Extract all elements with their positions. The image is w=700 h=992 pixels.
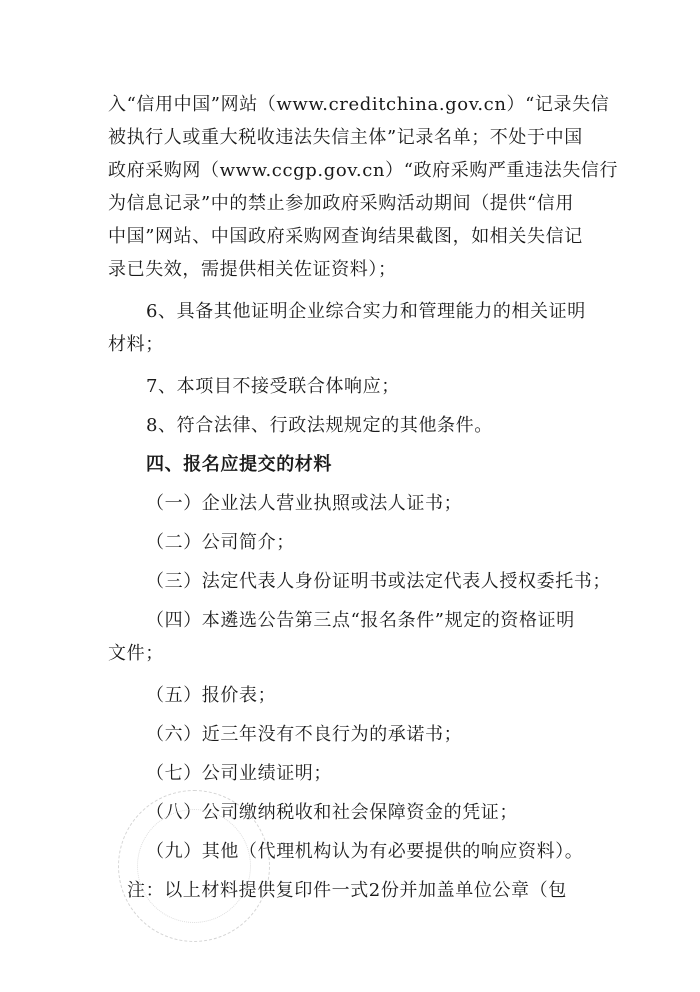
section-heading: 四、报名应提交的材料 — [146, 454, 332, 475]
body-line: 入“信用中国”网站（www.creditchina.gov.cn）“记录失信 — [108, 94, 610, 115]
material-item: （四）本遴选公告第三点“报名条件”规定的资格证明 — [146, 610, 575, 631]
body-line: 政府采购网（www.ccgp.gov.cn）“政府采购严重违法失信行 — [108, 160, 619, 181]
material-item: （二）公司简介； — [146, 532, 295, 553]
condition-item-6: 6、具备其他证明企业综合实力和管理能力的相关证明 — [146, 301, 586, 322]
material-item: （六）近三年没有不良行为的承诺书； — [146, 724, 463, 745]
material-item: （一）企业法人营业执照或法人证书； — [146, 493, 463, 514]
note-line: 注：以上材料提供复印件一式2份并加盖单位公章（包 — [127, 880, 567, 901]
document-body — [108, 88, 619, 907]
material-item: （三）法定代表人身份证明书或法定代表人授权委托书； — [146, 571, 611, 592]
condition-item-7: 7、本项目不接受联合体响应； — [146, 376, 400, 397]
faded-seal-inner-ring — [137, 809, 251, 923]
condition-item-8: 8、符合法律、行政法规规定的其他条件。 — [146, 415, 493, 436]
material-item-cont: 文件； — [108, 643, 164, 664]
faded-seal-stamp — [118, 790, 270, 942]
body-line: 录已失效，需提供相关佐证资料）； — [108, 259, 397, 280]
body-line: 为信息记录”中的禁止参加政府采购活动期间（提供“信用 — [108, 193, 575, 214]
material-item: （七）公司业绩证明； — [146, 763, 332, 784]
body-line: 中国”网站、中国政府采购网查询结果截图，如相关失信记 — [108, 226, 583, 247]
material-item: （九）其他（代理机构认为有必要提供的响应资料）。 — [146, 841, 584, 862]
material-item: （八）公司缴纳税收和社会保障资金的凭证； — [146, 802, 518, 823]
body-line: 被执行人或重大税收违法失信主体”记录名单；不处于中国 — [108, 127, 583, 148]
material-item: （五）报价表； — [146, 685, 277, 706]
condition-item-6-cont: 材料； — [108, 334, 164, 355]
